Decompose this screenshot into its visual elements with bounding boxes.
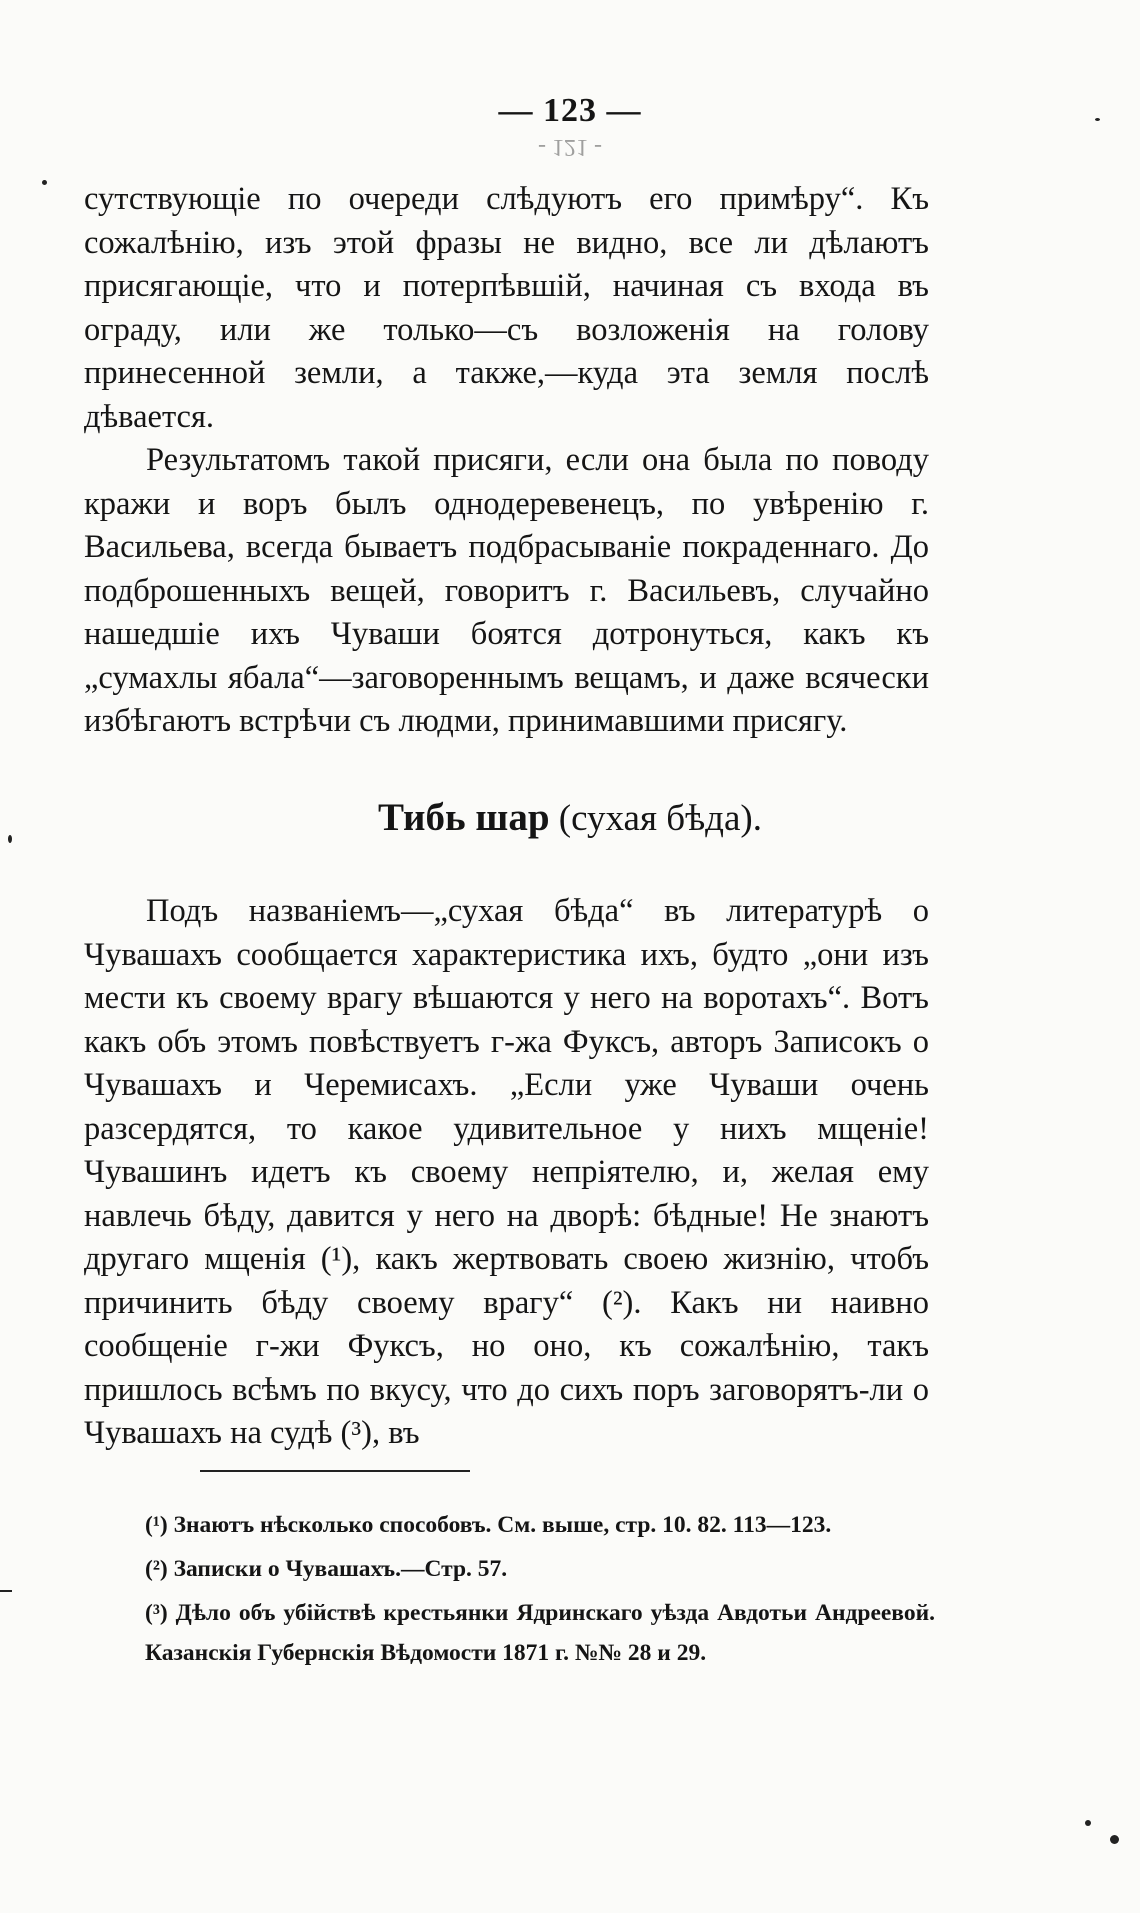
footnote-separator	[200, 1470, 470, 1472]
paragraph-1: сутствующіе по очереди слѣдуютъ его примѣру“. Къ сожалѣнію, изъ этой фразы не видно, все ли дѣлаютъ присягающіе, что и потерпѣвшій, начиная съ входа въ ограду, или же только—съ возложенія на голову принесенной земли, а также,—куда эта земля послѣ дѣвается.	[84, 181, 929, 435]
scan-speck	[1110, 1835, 1119, 1844]
page-number: — 123 —	[498, 92, 642, 129]
scan-speck	[0, 1590, 12, 1592]
section-heading-title: Тибь шар	[378, 796, 550, 839]
paragraph-3: Подъ названіемъ—„сухая бѣда“ въ литературѣ о Чувашахъ сообщается характеристика ихъ, будто „они изъ мести къ своему врагу вѣшаются у него на воротахъ“. Вотъ какъ объ этомъ повѣствуетъ г-жа Фуксъ, авторъ Записокъ о Чувашахъ и Черемисахъ. „Если уже Чуваши очень разсердятся, то какое удивительное у нихъ мщеніе! Чувашинъ идетъ къ своему непріятелю, и, желая ему навлечь бѣду, давится у него на дворѣ: бѣдные! Не знаютъ другаго мщенія (¹), какъ жертвовать своею жизнію, чтобъ причинить бѣду своему врагу“ (²). Какъ ни наивно сообщеніе г-жи Фуксъ, но оно, къ сожалѣнію, такъ пришлось всѣмъ по вкусу, что до сихъ поръ заговорятъ-ли о Чувашахъ на судѣ (³), въ	[84, 893, 929, 1451]
bleed-through-page-number: - 121 -	[538, 134, 602, 160]
footnote-3: (³) Дѣло объ убійствѣ крестьянки Ядринскаго уѣзда Авдотьи Андреевой. Казанскія Губернскія Вѣдомости 1871 г. №№ 28 и 29.	[145, 1600, 935, 1666]
section-heading	[0, 795, 1140, 840]
scan-speck	[8, 835, 12, 843]
footnotes	[145, 1505, 935, 1677]
body-text-lower	[84, 890, 929, 1456]
footnote-1: (¹) Знаютъ нѣсколько способовъ. См. выше, стр. 10. 82. 113—123.	[145, 1512, 832, 1538]
scan-speck	[1095, 118, 1100, 121]
paragraph-2: Результатомъ такой присяги, если она была по поводу кражи и воръ былъ однодеревенецъ, по увѣренію г. Васильева, всегда бываетъ подбрасываніе покраденнаго. До подброшенныхъ вещей, говоритъ г. Васильевъ, случайно нашедшіе ихъ Чуваши боятся дотронуться, какъ къ „сумахлы ябала“—заговореннымъ вещамъ, и даже всячески избѣгаютъ встрѣчи съ людми, принимавшими присягу.	[84, 442, 929, 739]
scan-speck	[1085, 1820, 1091, 1826]
footnote-2: (²) Записки о Чувашахъ.—Стр. 57.	[145, 1556, 508, 1582]
scan-speck	[42, 180, 47, 185]
body-text-upper	[84, 178, 929, 744]
section-heading-translation: (сухая бѣда).	[558, 798, 762, 839]
